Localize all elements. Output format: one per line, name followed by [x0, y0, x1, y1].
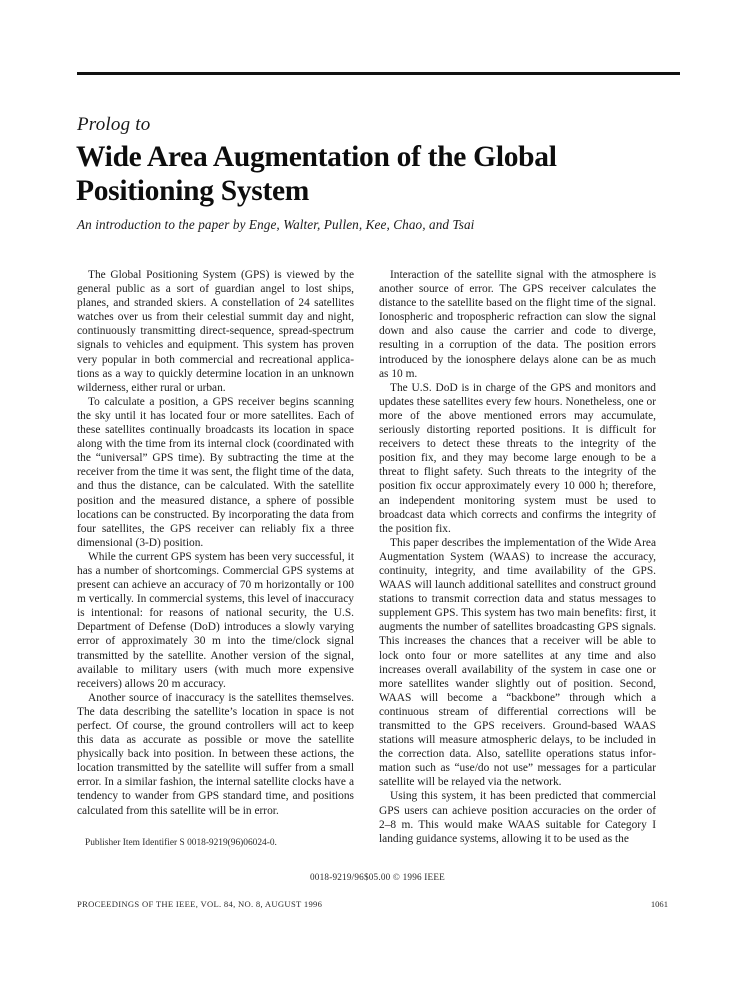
journal-citation: PROCEEDINGS OF THE IEEE, VOL. 84, NO. 8, AUGUST 1996 — [77, 899, 323, 909]
paragraph: While the current GPS system has been very successful, it has a number of shortcomings. Commercial GPS systems at present can achieve an accuracy of 70 m horizontally or 100 m vertically. In commercial systems, this level of inaccuracy is intentional: for reasons of national security, the U.S. Department of Defense (DoD) introduces a slowly varying error of approximately 30 m into the time/clock signal transmitted by the satellite. Another version of the signal, available to military users (with much more expensive receivers) allows 20 m accuracy. — [77, 550, 354, 690]
paragraph: The U.S. DoD is in charge of the GPS and monitors and updates these satellites every few hours. Nonetheless, one or more of the above mentioned errors may accumulate, seriously distorting reported positions. It is difficult for receivers to detect these threats to the integrity of the position fix, and they may become large enough to be a threat to flight safety. Such threats to the integrity of the position fix occur approximately every 10 000 h; therefore, an independent monitoring system must be used to broadcast data which corrects and confirms the integrity of the position fix. — [379, 381, 656, 535]
copyright-line: 0018-9219/96$05.00 © 1996 IEEE — [310, 872, 445, 882]
page-title: Wide Area Augmentation of the Global Positioning System — [76, 141, 557, 207]
paragraph: Interaction of the satellite signal with the atmosphere is another source of error. The GPS receiver calculates the distance to the satellite based on the flight time of the signal. Ionospheric and tropospheric refraction can slow the signal down and also cause the carrier and code to diverge, resulting in a corruption of the data. The position errors introduced by the ionosphere delays alone can be as much as 10 m. — [379, 269, 656, 380]
paragraph: Another source of inaccuracy is the satellites themselves. The data describing the satellite’s location in space is not perfect. Of course, the ground controllers will act to keep this data as accurate as possible or move the satellite physically back into position. In between these actions, the location transmitted by the satellite will suffer from a small error. In a similar fashion, the internal satellite clocks have a tendency to wander from GPS standard time, and positions calculated from this satellite will be in error. — [77, 691, 354, 817]
right-text-column — [379, 268, 656, 846]
header-rule — [77, 72, 680, 75]
paragraph: The Global Positioning System (GPS) is viewed by the general public as a sort of guardian angel to lost ships, planes, and stranded skiers. A constellation of 24 satellites watches over us from their celestial summit day and night, continuously transmitting direct-sequence, spread-spectrum signals to vehicles and equipment. This system has proven very popular in both commercial and recreational applications as a way to quickly determine location in an unknown wilderness, either rural or urban. — [77, 269, 354, 394]
paragraph: To calculate a position, a GPS receiver begins scanning the sky until it has located four or more satellites. Each of these satellites continually broadcasts its location in space along with the time from its internal clock (coordinated with the “universal” GPS time). By subtracting the time at the receiver from the time it was sent, the flight time of the data, and thus the distance, can be calculated. With the satellite position and the measured distance, a sphere of possible locations can be constructed. By incorporating the data from four satellites, the GPS receiver can reliably fix a three dimensional (3-D) position. — [77, 395, 354, 549]
paragraph: Using this system, it has been predicted that commercial GPS users can achieve position accuracies on the order of 2–8 m. This would make WAAS suitable for Category I landing guidance systems, allowing it to be used as the — [379, 790, 656, 845]
page-number: 1061 — [650, 899, 668, 909]
publisher-item-identifier: Publisher Item Identifier S 0018-9219(96)06024-0. — [85, 837, 277, 848]
paragraph: This paper describes the implementation of the Wide Area Augmentation System (WAAS) to increase the accuracy, continuity, integrity, and time availability of the GPS. WAAS will launch additional satellites and construct ground stations to transmit correction data and status messages to supplement GPS. This system has two main benefits: first, it augments the number of satellites broadcasting GPS signals. This increases the chances that a receiver will be able to lock onto four or more satellites at any time and also increases overall availability of the system in case one or more satellites wander slightly out of position. Second, WAAS will become a “backbone” through which a continuous stream of differential corrections will be transmitted to the GPS receivers. Ground-based WAAS stations will measure atmospheric delays, to be included in the correction data. Also, satellite operations status information such as “use/do not use” messages for a particular satellite will be relayed via the network. — [379, 536, 656, 789]
paper-subtitle: An introduction to the paper by Enge, Walter, Pullen, Kee, Chao, and Tsai — [77, 217, 475, 232]
left-text-column — [77, 268, 354, 850]
prolog-kicker: Prolog to — [77, 114, 151, 135]
